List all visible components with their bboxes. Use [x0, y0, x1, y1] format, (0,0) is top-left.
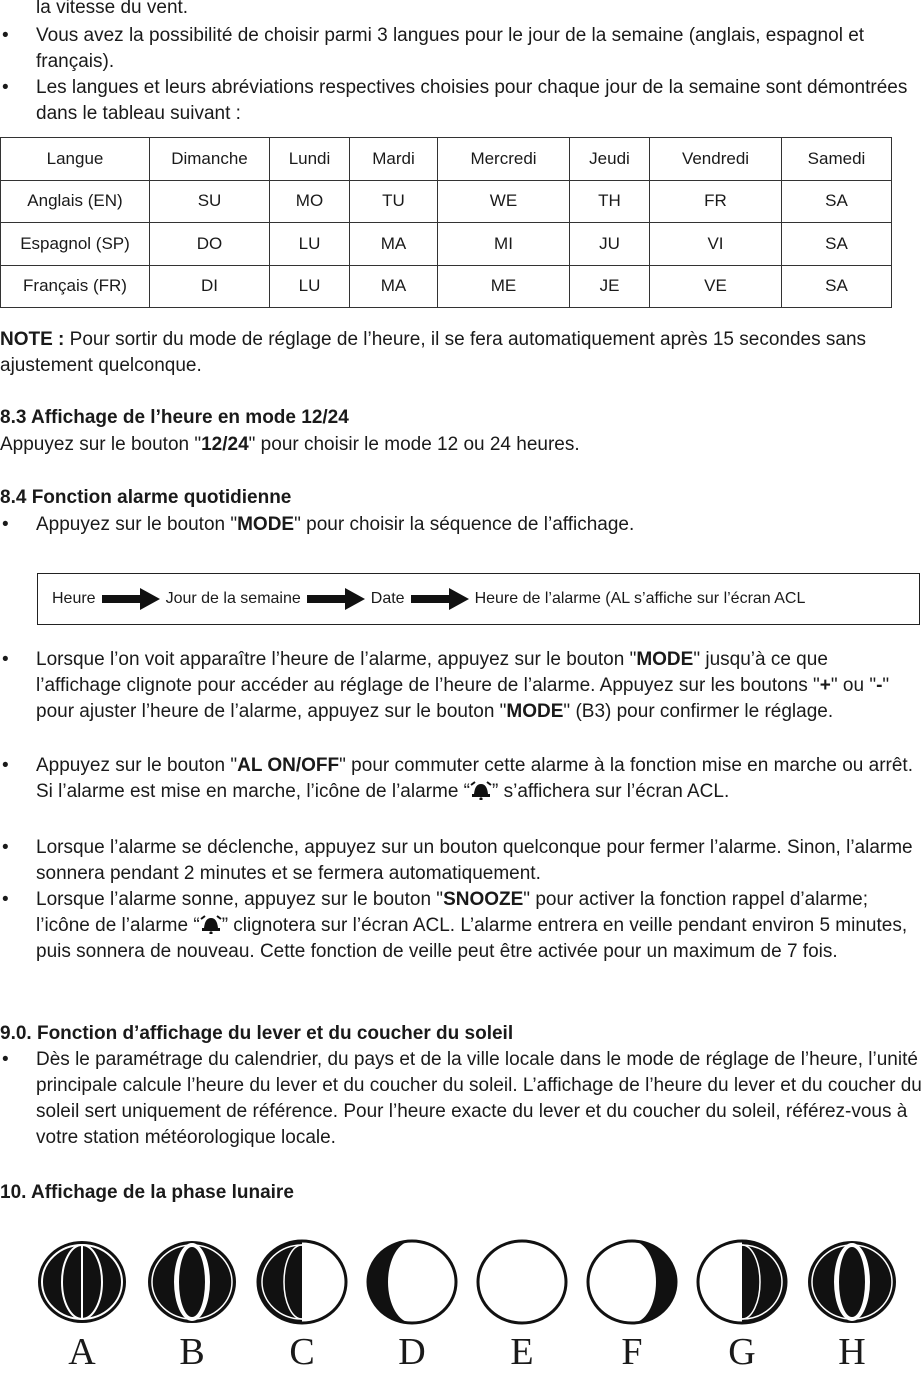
- bullet-alarm-setting: [0, 647, 916, 725]
- text-span: " pour commuter cette alarme à la fonction mise en marche ou arrêt. Si l’alarme est mise en marche, l’icône de l’alarme “: [36, 755, 913, 802]
- moon-phase-h: [802, 1238, 902, 1372]
- bullet-text: [36, 512, 922, 538]
- table-cell: DO: [150, 223, 270, 266]
- table-cell: SA: [782, 223, 892, 266]
- table-header-cell: Langue: [1, 138, 150, 181]
- bullet-table-intro: [0, 75, 922, 127]
- table-cell: SU: [150, 180, 270, 223]
- bullet-glyph: •: [2, 1049, 9, 1070]
- text-span: ” clignotera sur l’écran ACL. L’alarme entrera en veille pendant environ 5 minutes, puis sonnera de nouveau. Cette fonction de veille peut être activée pour un maximum de 7 fois.: [36, 915, 908, 962]
- bullet-glyph: •: [2, 755, 9, 776]
- moon-h-icon: [805, 1238, 899, 1326]
- table-row: [1, 265, 892, 308]
- table-cell: JE: [570, 265, 650, 308]
- arrow-right-icon: [307, 588, 365, 610]
- text-span: ” s’affichera sur l’écran ACL.: [492, 781, 730, 802]
- text-span: " ou ": [830, 675, 877, 696]
- text-span: " jusqu’à ce que l’affichage clignote pour accéder au réglage de l’heure de l’alarme. Appuyez sur les boutons ": [36, 649, 828, 696]
- key-snooze: SNOOZE: [443, 889, 524, 910]
- moon-d-icon: [365, 1238, 459, 1326]
- moon-phase-label: C: [289, 1331, 315, 1373]
- table-cell: MA: [350, 223, 438, 266]
- section-9-heading: 9.0. Fonction d’affichage du lever et du coucher du soleil: [0, 1023, 514, 1044]
- bullet-text: [36, 647, 916, 725]
- text-span: Appuyez sur le bouton ": [0, 434, 202, 455]
- bullet-glyph: •: [2, 649, 9, 670]
- table-cell: MO: [270, 180, 350, 223]
- alarm-bell-icon: [200, 914, 222, 934]
- table-cell: MI: [438, 223, 570, 266]
- section-8-4-heading: 8.4 Fonction alarme quotidienne: [0, 487, 292, 508]
- moon-phase-label: H: [838, 1331, 866, 1373]
- bullet-alarm-on-off: [0, 753, 916, 805]
- sequence-step: Heure: [52, 590, 96, 607]
- key-mode: MODE: [636, 649, 694, 670]
- bullet-snooze: [0, 887, 916, 965]
- table-row: [1, 223, 892, 266]
- note-text: Pour sortir du mode de réglage de l’heure, il se fera automatiquement après 15 secondes sans ajustement quelconque.: [0, 329, 867, 376]
- key-mode: MODE: [506, 701, 564, 722]
- table-header-row: [1, 138, 892, 181]
- moon-b-icon: [145, 1238, 239, 1326]
- table-cell: SA: [782, 265, 892, 308]
- bullet-text: Vous avez la possibilité de choisir parmi 3 langues pour le jour de la semaine (anglais, espagnol et français).: [36, 25, 865, 72]
- bullet-text: Les langues et leurs abréviations respectives choisies pour chaque jour de la semaine sont démontrées dans le tableau suivant :: [36, 77, 908, 124]
- moon-f-icon: [585, 1238, 679, 1326]
- moon-phase-c: [252, 1238, 352, 1372]
- table-cell: JU: [570, 223, 650, 266]
- bullet-languages: [0, 23, 922, 75]
- sequence-step: Date: [370, 590, 405, 607]
- note-label: NOTE :: [0, 329, 65, 350]
- bullet-glyph: •: [2, 889, 9, 910]
- key-al-on-off: AL ON/OFF: [237, 755, 340, 776]
- bullet-sunrise-sunset: [0, 1047, 922, 1151]
- text-span: Appuyez sur le bouton ": [36, 755, 238, 776]
- key-plus: +: [819, 675, 831, 696]
- table-cell: TH: [570, 180, 650, 223]
- table-cell: FR: [650, 180, 782, 223]
- section-10-heading: 10. Affichage de la phase lunaire: [0, 1182, 294, 1203]
- moon-phase-label: E: [510, 1331, 534, 1373]
- moon-phase-label: F: [621, 1331, 643, 1373]
- moon-g-icon: [695, 1238, 789, 1326]
- bullet-glyph: •: [2, 514, 9, 535]
- moon-phase-e: [472, 1238, 572, 1372]
- text-span: " pour ajuster l’heure de l’alarme, appuyez sur le bouton ": [36, 675, 890, 722]
- bullet-text: [36, 887, 916, 965]
- text-span: Lorsque l’alarme sonne, appuyez sur le bouton ": [36, 889, 444, 910]
- moon-phase-b: [142, 1238, 242, 1372]
- moon-phase-label: D: [398, 1331, 426, 1373]
- moon-phase-label: G: [728, 1331, 756, 1373]
- table-header-cell: Mercredi: [438, 138, 570, 181]
- table-cell: Anglais (EN): [1, 180, 150, 223]
- moon-phase-a: [32, 1238, 132, 1372]
- weekday-abbreviation-table: [0, 137, 892, 308]
- text-span: Lorsque l’on voit apparaître l’heure de l’alarme, appuyez sur le bouton ": [36, 649, 637, 670]
- bullet-glyph: •: [2, 77, 9, 98]
- sequence-step: Jour de la semaine: [165, 590, 301, 607]
- table-cell: VI: [650, 223, 782, 266]
- bullet-alarm-stop: [0, 835, 916, 887]
- display-sequence-box: [37, 573, 920, 625]
- table-cell: Français (FR): [1, 265, 150, 308]
- table-header-cell: Mardi: [350, 138, 438, 181]
- bullet-text: Lorsque l’alarme se déclenche, appuyez sur un bouton quelconque pour fermer l’alarme. Sinon, l’alarme sonnera pendant 2 minutes et se fermera automatiquement.: [36, 837, 913, 884]
- moon-phase-d: [362, 1238, 462, 1372]
- table-row: [1, 180, 892, 223]
- intro-line: la vitesse du vent.: [36, 0, 189, 18]
- bullet-glyph: •: [2, 25, 9, 46]
- moon-a-icon: [35, 1238, 129, 1326]
- text-span: " pour activer la fonction rappel d’alarme; l’icône de l’alarme “: [36, 889, 868, 936]
- sequence-step: Heure de l’alarme (AL s’affiche sur l’écran ACL: [474, 590, 806, 607]
- alarm-bell-icon: [470, 780, 492, 800]
- table-header-cell: Lundi: [270, 138, 350, 181]
- moon-phase-f: [582, 1238, 682, 1372]
- table-cell: WE: [438, 180, 570, 223]
- moon-phase-label: A: [68, 1331, 96, 1373]
- section-8-3-heading: 8.3 Affichage de l’heure en mode 12/24: [0, 407, 349, 428]
- note-paragraph: [0, 327, 880, 379]
- table-header-cell: Jeudi: [570, 138, 650, 181]
- moon-phase-diagram: [32, 1238, 892, 1374]
- table-header-cell: Vendredi: [650, 138, 782, 181]
- key-minus: -: [876, 675, 883, 696]
- table-cell: DI: [150, 265, 270, 308]
- bullet-text: [36, 753, 916, 805]
- section-8-3-text: [0, 432, 900, 458]
- table-cell: MA: [350, 265, 438, 308]
- table-cell: VE: [650, 265, 782, 308]
- bullet-glyph: •: [2, 837, 9, 858]
- text-span: Appuyez sur le bouton ": [36, 514, 238, 535]
- table-cell: Espagnol (SP): [1, 223, 150, 266]
- moon-e-icon: [475, 1238, 569, 1326]
- table-header-cell: Samedi: [782, 138, 892, 181]
- arrow-right-icon: [411, 588, 469, 610]
- text-span: " pour choisir le mode 12 ou 24 heures.: [248, 434, 580, 455]
- key-12-24: 12/24: [201, 434, 249, 455]
- bullet-text: Dès le paramétrage du calendrier, du pays et de la ville locale dans le mode de réglage de l’heure, l’unité principale calcule l’heure du lever et du coucher du soleil. L’affichage de l’heure du lever et du coucher du soleil sert uniquement de référence. Pour l’heure exacte du lever et du coucher du soleil, référez-vous à votre station météorologique locale.: [36, 1049, 922, 1148]
- key-mode: MODE: [237, 514, 295, 535]
- text-span: " (B3) pour confirmer le réglage.: [563, 701, 834, 722]
- table-cell: LU: [270, 223, 350, 266]
- moon-phase-g: [692, 1238, 792, 1372]
- moon-phase-label: B: [179, 1331, 205, 1373]
- table-header-cell: Dimanche: [150, 138, 270, 181]
- table-cell: LU: [270, 265, 350, 308]
- table-cell: SA: [782, 180, 892, 223]
- text-span: " pour choisir la séquence de l’affichage.: [294, 514, 635, 535]
- bullet-mode-sequence: [0, 512, 922, 538]
- moon-c-icon: [255, 1238, 349, 1326]
- table-cell: ME: [438, 265, 570, 308]
- table-cell: TU: [350, 180, 438, 223]
- arrow-right-icon: [102, 588, 160, 610]
